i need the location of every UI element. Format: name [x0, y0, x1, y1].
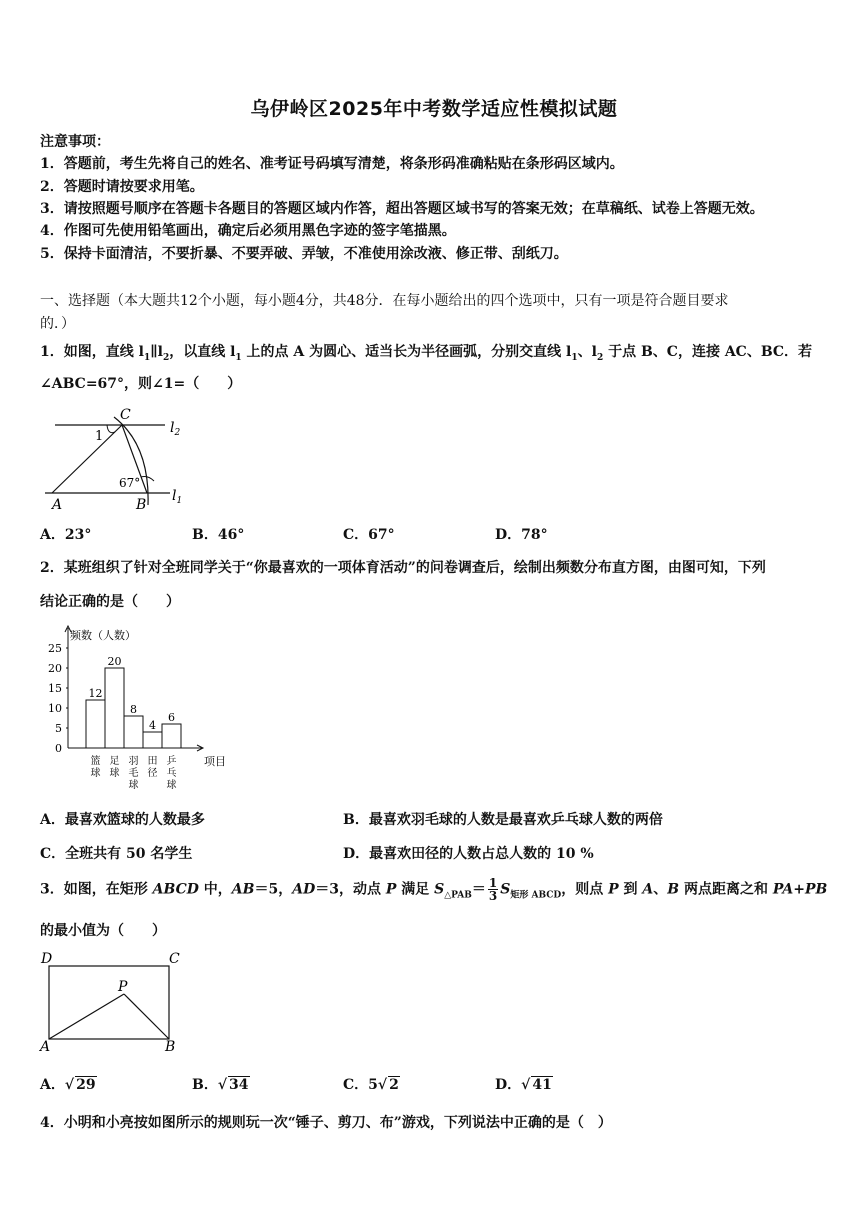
notice-item: 2．答题时请按要求用笔。: [40, 179, 204, 195]
fraction-one-third: $\frac{1}{3}$: [488, 876, 498, 903]
histogram-bar: [124, 716, 143, 748]
point-b-label: B: [136, 497, 147, 513]
question-3-text-cont: 的最小值为（ ）: [40, 923, 166, 939]
q2-option-b: B．最喜欢羽毛球的人数是最喜欢乒乓球人数的两倍: [343, 812, 663, 828]
category-label: 足球: [109, 756, 120, 779]
y-tick-label: 25: [48, 642, 62, 655]
category-label: 篮球: [90, 756, 101, 779]
bar-value-label: 12: [88, 687, 103, 700]
question-3-figure: [38, 950, 188, 1060]
y-tick-label: 5: [55, 722, 62, 735]
line-l1-label: $l_1$: [172, 488, 183, 506]
histogram-bar: [143, 732, 162, 748]
rect-point-a: A: [40, 1039, 51, 1055]
q3-option-b: B．√ 34: [192, 1077, 249, 1093]
notice-item: 4．作图可先使用铅笔画出，确定后必须用黑色字迹的签字笔描黑。: [40, 223, 456, 239]
rect-point-c: C: [169, 951, 180, 967]
line-l2-label: $l_2$: [170, 420, 181, 438]
q3-option-c: C．5√ 2: [343, 1077, 399, 1093]
question-1-figure: [40, 405, 200, 515]
rect-point-d: D: [41, 951, 53, 967]
rect-point-p: P: [118, 979, 128, 995]
category-label: 乒乓球: [166, 756, 177, 791]
rect-point-b: B: [165, 1039, 176, 1055]
q1-option-d: D．78°: [495, 527, 548, 543]
histogram-bar: [86, 700, 105, 748]
y-tick-label: 20: [48, 662, 62, 675]
histogram-y-label: 频数（人数）: [70, 629, 136, 642]
bar-value-label: 4: [149, 719, 156, 732]
q2-option-c: C．全班共有 50 名学生: [40, 846, 193, 862]
category-label: 羽毛球: [128, 756, 139, 791]
question-2-text: 2．某班组织了针对全班同学关于“你最喜欢的一项体育活动”的问卷调查后，绘制出频数分布直方图，由图可知，下列: [40, 560, 766, 576]
point-c-label: C: [120, 407, 131, 423]
y-tick-label: 15: [48, 682, 62, 695]
question-2-histogram: [40, 622, 240, 802]
bar-value-label: 6: [168, 711, 175, 724]
section-heading: 一、选择题（本大题共12个小题，每小题4分，共48分．在每小题给出的四个选项中，只有一项是符合题目要求: [40, 293, 729, 309]
page-title: 乌伊岭区2025年中考数学适应性模拟试题: [250, 98, 618, 120]
q2-option-d: D．最喜欢田径的人数占总人数的 10 %: [343, 846, 594, 862]
q3-option-a: A．√ 29: [40, 1077, 96, 1093]
y-tick-label: 0: [55, 742, 62, 755]
bar-value-label: 8: [130, 703, 137, 716]
notice-item: 1．答题前，考生先将自己的姓名、准考证号码填写清楚，将条形码准确粘贴在条形码区域内。: [40, 156, 624, 172]
q1-option-a: A．23°: [40, 527, 92, 543]
q1-option-c: C．67°: [343, 527, 395, 543]
histogram-bar: [162, 724, 181, 748]
q2-option-a: A．最喜欢篮球的人数最多: [40, 812, 205, 828]
question-3-text: 3．如图，在矩形 ABCD 中，AB＝5，AD＝3，动点 P 满足 $S_{\triangle PAB}=$ $\frac{1}{3}$ $S_{矩形 ABCD}$，则点 P 到 A、B 两点距离之和 PA+PB: [40, 876, 828, 903]
angle-67-label: 67°: [119, 476, 141, 490]
question-4-text: 4．小明和小亮按如图所示的规则玩一次“锤子、剪刀、布”游戏，下列说法中正确的是（ ）: [40, 1115, 612, 1131]
angle-1-label: 1: [95, 429, 104, 444]
histogram-x-label: 项目: [204, 755, 226, 768]
point-a-label: A: [52, 497, 63, 513]
question-1-text: 1．如图，直线 $l_1\parallel l_2$，以直线 $l_1$ 上的点 A 为圆心、适当长为半径画弧，分别交直线 $l_1$、$l_2$ 于点 B、C，连接 AC、BC．若: [40, 344, 813, 363]
y-tick-label: 10: [48, 702, 62, 715]
histogram-bar: [105, 668, 124, 748]
bar-value-label: 20: [107, 655, 122, 668]
notice-item: 5．保持卡面清洁，不要折暴、不要弄破、弄皱，不准使用涂改液、修正带、刮纸刀。: [40, 246, 568, 262]
section-heading-cont: 的．）: [40, 316, 75, 332]
question-1-text-cont: ∠ABC=67°，则∠1=（ ）: [40, 376, 242, 392]
category-label: 田径: [147, 756, 158, 779]
q3-option-d: D．√ 41: [495, 1077, 552, 1093]
notice-item: 3．请按照题号顺序在答题卡各题目的答题区域内作答，超出答题区域书写的答案无效；在草稿纸、试卷上答题无效。: [40, 201, 764, 217]
question-2-text-cont: 结论正确的是（ ）: [40, 594, 180, 610]
q1-option-b: B．46°: [192, 527, 245, 543]
notice-heading: 注意事项：: [40, 134, 110, 150]
